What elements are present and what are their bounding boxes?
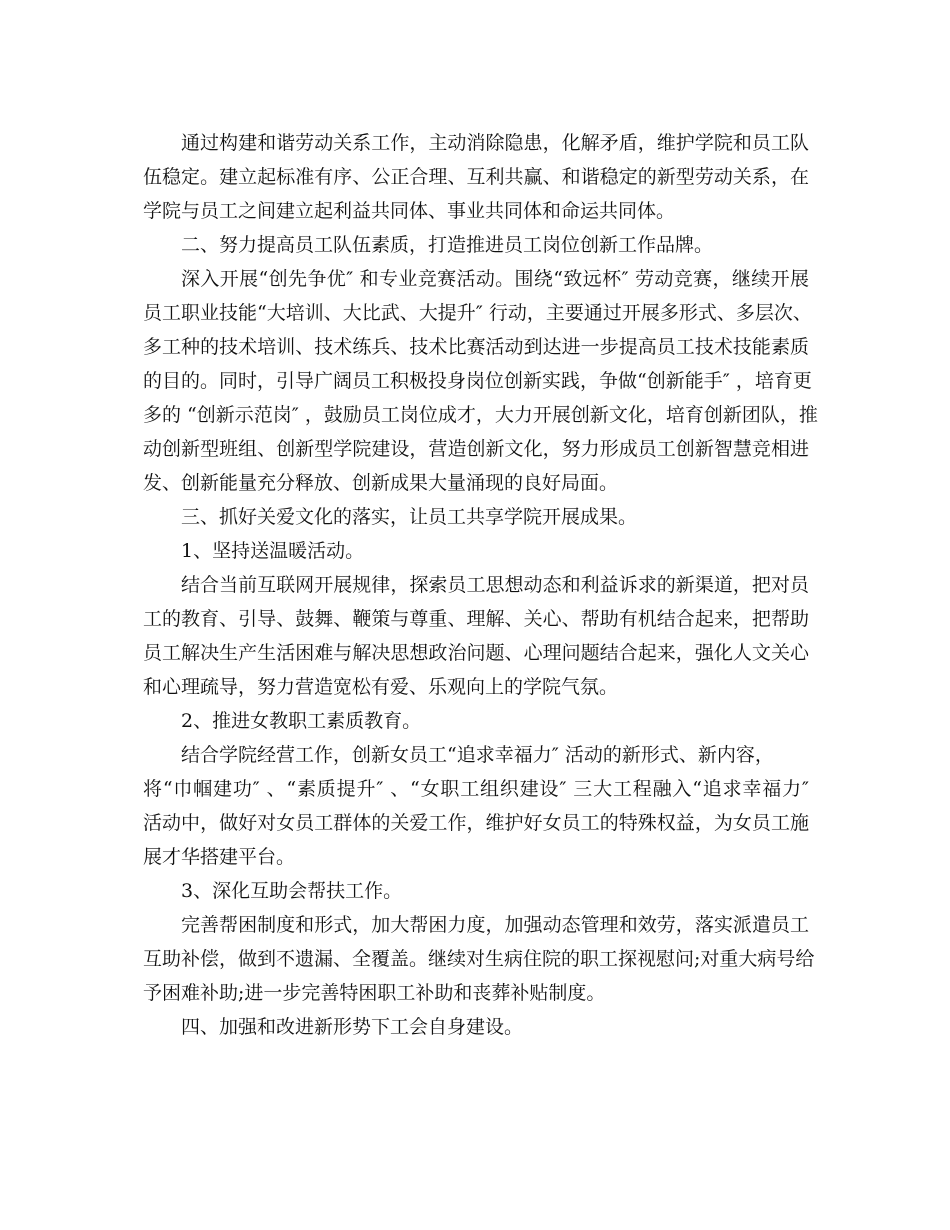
text-line: 2、推进女教职工素质教育。 (181, 710, 422, 732)
paragraph (143, 568, 809, 704)
text-line: 和心理疏导，努力营造宽松有爱、乐观向上的学院气氛。 (143, 676, 619, 698)
text-line: 通过构建和谐劳动关系工作，主动消除隐患，化解矛盾，维护学院和员工队 (181, 132, 809, 154)
text-line: 多工种的技术培训、技术练兵、技术比赛活动到达进一步提高员工技术技能素质 (143, 336, 809, 358)
text-line: 员工解决生产生活困难与解决思想政治问题、心理问题结合起来，强化人文关心 (143, 642, 809, 664)
text-line: 工的教育、引导、鼓舞、鞭策与尊重、理解、关心、帮助有机结合起来，把帮助 (143, 608, 809, 630)
section-heading (143, 228, 809, 262)
text-line: 多的 “创新示范岗″ ，鼓励员工岗位成才，大力开展创新文化，培育创新团队，推 (143, 404, 818, 426)
subsection-heading (143, 874, 809, 908)
text-line: 学院与员工之间建立起利益共同体、事业共同体和命运共同体。 (143, 200, 676, 222)
text-line: 结合学院经营工作，创新女员工“追求幸福力″ 活动的新形式、新内容， (181, 744, 774, 766)
text-line: 展才华搭建平台。 (143, 846, 296, 868)
text-line: 活动中，做好对女员工群体的关爱工作，维护好女员工的特殊权益，为女员工施 (143, 812, 809, 834)
text-line: 互助补偿，做到不遗漏、全覆盖。继续对生病住院的职工探视慰问;对重大病号给 (143, 948, 815, 970)
text-line: 四、加强和改进新形势下工会自身建设。 (181, 1016, 524, 1038)
text-line: 1、坚持送温暖活动。 (181, 540, 365, 562)
text-line: 二、努力提高员工队伍素质，打造推进员工岗位创新工作品牌。 (181, 234, 714, 256)
text-line: 3、深化互助会帮扶工作。 (181, 880, 403, 902)
subsection-heading (143, 534, 809, 568)
text-line: 动创新型班组、创新型学院建设，营造创新文化，努力形成员工创新智慧竞相进 (143, 438, 809, 460)
paragraph (143, 738, 809, 874)
paragraph (143, 126, 809, 228)
text-line: 的目的。同时，引导广阔员工积极投身岗位创新实践，争做“创新能手″ ，培育更 (143, 370, 812, 392)
text-line: 将“巾帼建功″ 、“素质提升″ 、“女职工组织建设″ 三大工程融入“追求幸福力″ (143, 778, 809, 800)
paragraph (143, 908, 815, 1010)
text-line: 三、抓好关爱文化的落实，让员工共享学院开展成果。 (181, 506, 638, 528)
text-line: 伍稳定。建立起标准有序、公正合理、互利共赢、和谐稳定的新型劳动关系，在 (143, 166, 809, 188)
text-line: 深入开展“创先争优″ 和专业竞赛活动。围绕“致远杯″ 劳动竞赛，继续开展 (181, 268, 809, 290)
text-line: 完善帮困制度和形式，加大帮困力度，加强动态管理和效劳，落实派遣员工 (181, 914, 809, 936)
paragraph (143, 262, 818, 500)
text-line: 结合当前互联网开展规律，探索员工思想动态和利益诉求的新渠道，把对员 (181, 574, 809, 596)
section-heading (143, 500, 809, 534)
text-line: 员工职业技能“大培训、大比武、大提升″ 行动，主要通过开展多形式、多层次、 (143, 302, 812, 324)
section-heading (143, 1010, 809, 1044)
text-line: 予困难补助;进一步完善特困职工补助和丧葬补贴制度。 (143, 982, 606, 1004)
text-line: 发、创新能量充分释放、创新成果大量涌现的良好局面。 (143, 472, 619, 494)
document-body (143, 126, 818, 1044)
subsection-heading (143, 704, 809, 738)
